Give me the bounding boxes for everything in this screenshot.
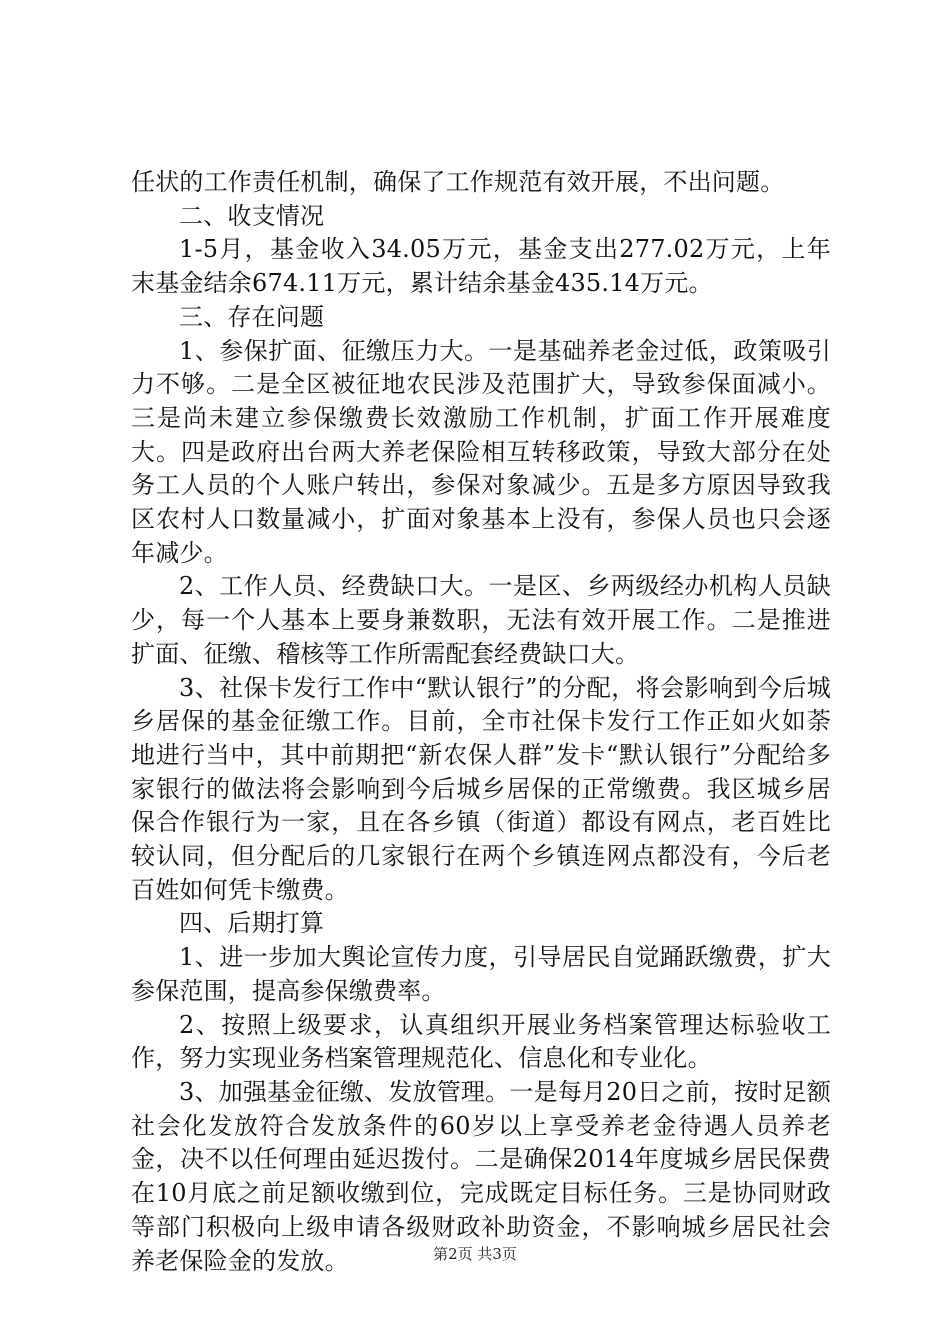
paragraph-problem-3: 3、社保卡发行工作中“默认银行”的分配，将会影响到今后城乡居保的基金征缴工作。目前，全市社保卡发行工作正如火如荼地进行当中，其中前期把“新农保人群”发卡“默认银行”分配给多家银行的做法将会影响到今后城乡居保的正常缴费。我区城乡居保合作银行为一家，且在各乡镇（街道）都设有网点，老百姓比较认同，但分配后的几家银行在两个乡镇连网点都没有，今后老百姓如何凭卡缴费。: [131, 673, 831, 904]
paragraph-plan-1: 1、进一步加大舆论宣传力度，引导居民自觉踊跃缴费，扩大参保范围，提高参保缴费率。: [131, 943, 831, 1005]
paragraph-problem-2: 2、工作人员、经费缺口大。一是区、乡两级经办机构人员缺少，每一个人基本上要身兼数职，无法有效开展工作。二是推进扩面、征缴、稽核等工作所需配套经费缺口大。: [131, 572, 831, 668]
paragraph-continuation: 任状的工作责任机制，确保了工作规范有效开展，不出问题。: [131, 168, 785, 196]
page-footer: 第2页 共3页: [433, 1245, 517, 1263]
paragraph-fund-summary: 1-5月，基金收入34.05万元，基金支出277.02万元，上年末基金结余674.11万元，累计结余基金435.14万元。: [131, 235, 831, 298]
paragraph-plan-2: 2、按照上级要求，认真组织开展业务档案管理达标验收工作，努力实现业务档案管理规范化、信息化和专业化。: [131, 1010, 831, 1073]
section-heading-income-expense: 二、收支情况: [179, 201, 325, 230]
section-heading-plans: 四、后期打算: [179, 909, 325, 938]
paragraph-problem-1: 1、参保扩面、征缴压力大。一是基础养老金过低，政策吸引力不够。二是全区被征地农民涉及范围扩大，导致参保面减小。三是尚未建立参保缴费长效激励工作机制，扩面工作开展难度大。四是政府出台两大养老保险相互转移政策，导致大部分在处务工人员的个人账户转出，参保对象减少。五是多方原因导致我区农村人口数量减小，扩面对象基本上没有，参保人员也只会逐年减少。: [131, 336, 831, 567]
section-heading-problems: 三、存在问题: [179, 302, 325, 331]
paragraph-plan-3: 3、加强基金征缴、发放管理。一是每月20日之前，按时足额社会化发放符合发放条件的60岁以上享受养老金待遇人员养老金，决不以任何理由延迟拨付。二是确保2014年度城乡居民保费在10月底之前足额收缴到位，完成既定目标任务。三是协同财政等部门积极向上级申请各级财政补助资金，不影响城乡居民社会养老保险金的发放。: [131, 1077, 831, 1275]
document-body: [131, 166, 831, 1278]
